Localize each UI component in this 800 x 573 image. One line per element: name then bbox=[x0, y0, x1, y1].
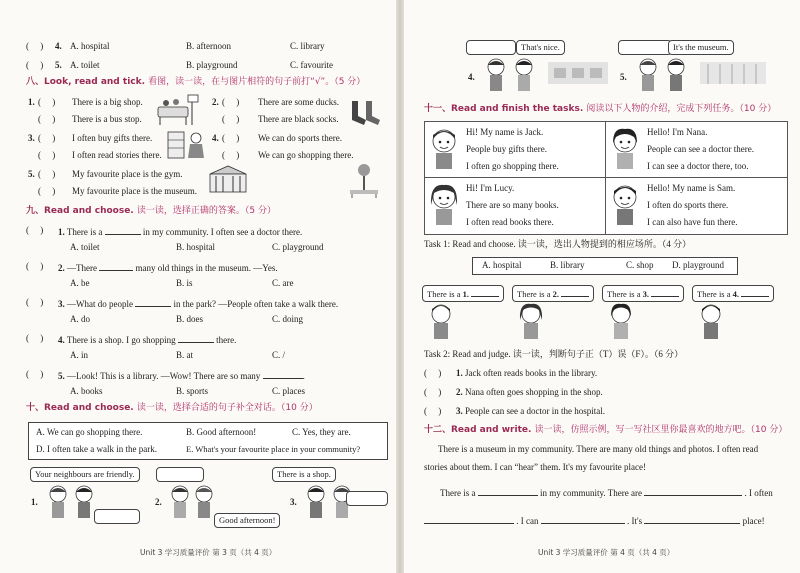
answer-paren[interactable]: ( ) bbox=[26, 225, 44, 235]
option-b: B. afternoon bbox=[186, 41, 231, 51]
sentence-b: There is a bus stop. bbox=[72, 114, 142, 124]
answer-bubble[interactable]: There is a 1. bbox=[422, 285, 504, 302]
judge-statement: 2. Nana often goes shopping in the shop. bbox=[456, 387, 603, 397]
section-11-heading: 十一、Read and finish the tasks. 阅读以下人物的介绍，完成下列任务。（10 分） bbox=[424, 104, 777, 114]
speech-bubble: Your neighbours are friendly. bbox=[30, 467, 140, 482]
intro-line: I often do sports there. bbox=[647, 200, 729, 210]
writing-line: There is a in my community. There are . I often bbox=[440, 488, 773, 498]
blank[interactable] bbox=[105, 225, 141, 235]
sentence-b: I often read stories there. bbox=[72, 150, 162, 160]
question-number: 5. bbox=[55, 60, 62, 70]
section-12-heading: 十二、Read and write. 读一读，仿照示例，写一写社区里你最喜欢的地方吧。（10 分） bbox=[424, 425, 788, 435]
option-a: A. hospital bbox=[70, 41, 110, 51]
page-gutter bbox=[396, 0, 404, 573]
answer-bubble[interactable]: There is a 3. bbox=[602, 285, 684, 302]
speech-bubble: There is a shop. bbox=[272, 467, 336, 482]
option-b: B. playground bbox=[186, 60, 238, 70]
writing-blank[interactable] bbox=[424, 514, 514, 524]
item-number: 2. bbox=[212, 97, 219, 107]
sentence-a: I often buy gifts there. bbox=[72, 133, 153, 143]
blank-speech-bubble[interactable] bbox=[618, 40, 672, 55]
blank[interactable] bbox=[263, 369, 303, 379]
intro-line: People can see a doctor there. bbox=[647, 144, 754, 154]
blank[interactable] bbox=[178, 333, 214, 343]
sentence-b: There are black socks. bbox=[258, 114, 339, 124]
sam-avatar bbox=[696, 302, 726, 342]
tick-paren[interactable]: ( ) bbox=[38, 114, 56, 124]
place-option: C. shop bbox=[626, 260, 654, 270]
item-number: 3. bbox=[28, 133, 35, 143]
lucy-avatar bbox=[516, 302, 546, 342]
blank-speech-bubble[interactable] bbox=[466, 40, 516, 55]
answer-paren[interactable]: ( ) bbox=[26, 261, 44, 271]
section-8-heading: 八、Look, read and tick. 看图，读一读，在与图片相符的句子前打“√”。（5 分） bbox=[26, 77, 366, 87]
place-option: A. hospital bbox=[482, 260, 522, 270]
question-text: 5. —Look! This is a library. —Wow! There are so many . bbox=[58, 371, 305, 381]
tick-paren[interactable]: ( ) bbox=[38, 97, 56, 107]
writing-blank[interactable] bbox=[478, 486, 538, 496]
section-9-heading: 九、Read and choose. 读一读，选择正确的答案。（5 分） bbox=[26, 206, 276, 216]
option-c: C. / bbox=[272, 350, 286, 360]
box-option: B. Good afternoon! bbox=[186, 427, 257, 437]
answer-paren[interactable]: ( ) bbox=[26, 369, 44, 379]
place-option: D. playground bbox=[672, 260, 724, 270]
question-number: 4. bbox=[55, 41, 62, 51]
judge-paren[interactable]: ( ) bbox=[424, 387, 442, 397]
judge-statement: 1. Jack often reads books in the library. bbox=[456, 368, 598, 378]
option-a: A. toilet bbox=[70, 242, 100, 252]
judge-paren[interactable]: ( ) bbox=[424, 368, 442, 378]
option-b: B. hospital bbox=[176, 242, 216, 252]
section-10-heading: 十、Read and choose. 读一读，选择合适的句子补全对话。（10 分） bbox=[26, 403, 318, 413]
museum-building-illustration bbox=[206, 164, 250, 196]
intro-line: I often read books there. bbox=[466, 217, 554, 227]
dialogue-number: 5. bbox=[620, 72, 627, 82]
sentence-a: There are some ducks. bbox=[258, 97, 339, 107]
writing-line: . I can . It's place! bbox=[424, 514, 765, 527]
blank[interactable] bbox=[99, 261, 133, 271]
item-number: 4. bbox=[212, 133, 219, 143]
answer-bubble[interactable]: There is a 2. bbox=[512, 285, 594, 302]
intro-line: Hi! My name is Jack. bbox=[466, 127, 544, 137]
sentence-b: My favourite place is the museum. bbox=[72, 186, 197, 196]
tick-paren[interactable]: ( ) bbox=[222, 114, 240, 124]
sentence-a: There is a big shop. bbox=[72, 97, 143, 107]
option-b: B. sports bbox=[176, 386, 209, 396]
option-a: A. in bbox=[70, 350, 88, 360]
option-c: C. doing bbox=[272, 314, 304, 324]
item-number: 5. bbox=[28, 169, 35, 179]
socks-illustration bbox=[346, 98, 382, 128]
two-children-illustration bbox=[634, 58, 694, 94]
question-text: 3. —What do people in the park? —People often take a walk there. bbox=[58, 299, 339, 309]
intro-line: Hello! My name is Sam. bbox=[647, 183, 736, 193]
speech-bubble: Good afternoon! bbox=[214, 513, 280, 528]
tick-paren[interactable]: ( ) bbox=[222, 150, 240, 160]
page-footer: Unit 3 学习质量评价 第 3 页（共 4 页） bbox=[140, 548, 277, 557]
intro-line: I can also have fun there. bbox=[647, 217, 738, 227]
writing-blank[interactable] bbox=[644, 514, 740, 524]
option-a: A. toilet bbox=[70, 60, 100, 70]
speech-bubble: That's nice. bbox=[516, 40, 565, 55]
intro-line: There are so many books. bbox=[466, 200, 559, 210]
place-option: B. library bbox=[550, 260, 585, 270]
blank-speech-bubble[interactable] bbox=[156, 467, 204, 482]
table-divider bbox=[424, 177, 787, 178]
museum-building-illustration bbox=[698, 56, 768, 86]
answer-bubble[interactable]: There is a 4. bbox=[692, 285, 774, 302]
option-a: A. do bbox=[70, 314, 90, 324]
box-option: A. We can go shopping there. bbox=[36, 427, 143, 437]
tick-paren[interactable]: ( ) bbox=[222, 133, 240, 143]
option-c: C. library bbox=[290, 41, 325, 51]
two-children-illustration bbox=[482, 58, 542, 94]
sentence-a: We can do sports there. bbox=[258, 133, 342, 143]
intro-line: Hi! I'm Lucy. bbox=[466, 183, 515, 193]
option-c: C. playground bbox=[272, 242, 324, 252]
lucy-avatar bbox=[428, 183, 460, 227]
intro-line: I can see a doctor there, too. bbox=[647, 161, 749, 171]
writing-blank[interactable] bbox=[644, 486, 742, 496]
option-a: A. books bbox=[70, 386, 103, 396]
nana-avatar bbox=[606, 302, 636, 342]
dialogue-number: 1. bbox=[31, 497, 38, 507]
intro-line: Hello! I'm Nana. bbox=[647, 127, 708, 137]
task-1-instructions: Task 1: Read and choose. 读一读，选出人物提到的相应场所。（4 分） bbox=[424, 239, 692, 249]
left-page bbox=[0, 0, 396, 573]
blank-speech-bubble[interactable] bbox=[346, 491, 388, 506]
answer-paren[interactable]: ( ) bbox=[26, 297, 44, 307]
jack-avatar bbox=[428, 127, 460, 171]
task-2-instructions: Task 2: Read and judge. 读一读，判断句子正（T）误（F）。（6 分） bbox=[424, 349, 684, 359]
judge-paren[interactable]: ( ) bbox=[424, 406, 442, 416]
tick-paren[interactable]: ( ) bbox=[38, 169, 56, 179]
option-c: C. are bbox=[272, 278, 294, 288]
blank-speech-bubble[interactable] bbox=[94, 509, 140, 524]
option-a: A. be bbox=[70, 278, 90, 288]
intro-line: People buy gifts there. bbox=[466, 144, 547, 154]
sentence-b: We can go shopping there. bbox=[258, 150, 354, 160]
box-option: C. Yes, they are. bbox=[292, 427, 351, 437]
option-b: B. at bbox=[176, 350, 193, 360]
tick-paren[interactable]: ( ) bbox=[38, 133, 56, 143]
answer-paren[interactable]: ( ) bbox=[26, 41, 44, 51]
dialogue-number: 2. bbox=[155, 497, 162, 507]
dialogue-number: 3. bbox=[290, 497, 297, 507]
option-b: B. does bbox=[176, 314, 203, 324]
example-paragraph-line: There is a museum in my community. There are many old things and photos. I often read bbox=[438, 444, 759, 454]
jack-avatar bbox=[426, 302, 456, 342]
page-footer: Unit 3 学习质量评价 第 4 页（共 4 页） bbox=[538, 548, 675, 557]
question-text: 2. —There many old things in the museum. —Yes. bbox=[58, 263, 278, 273]
dialogue-number: 4. bbox=[468, 72, 475, 82]
option-c: C. places bbox=[272, 386, 305, 396]
right-page bbox=[404, 0, 800, 573]
nana-avatar bbox=[609, 127, 641, 171]
bus-stop-illustration bbox=[150, 93, 200, 127]
answer-paren[interactable]: ( ) bbox=[26, 333, 44, 343]
item-number: 1. bbox=[28, 97, 35, 107]
answer-paren[interactable]: ( ) bbox=[26, 60, 44, 70]
sam-avatar bbox=[609, 183, 641, 227]
blank[interactable] bbox=[135, 297, 171, 307]
option-c: C. favourite bbox=[290, 60, 333, 70]
tick-paren[interactable]: ( ) bbox=[222, 97, 240, 107]
example-paragraph-line: stories about them. I can “hear” them. It's my favourite place! bbox=[424, 462, 647, 472]
question-text: 4. There is a shop. I go shopping there. bbox=[58, 335, 237, 345]
shop-building-illustration bbox=[546, 56, 610, 86]
question-text: 1. There is a in my community. I often see a doctor there. bbox=[58, 227, 303, 237]
park-walk-illustration bbox=[346, 162, 382, 200]
tick-paren[interactable]: ( ) bbox=[38, 186, 56, 196]
box-option: E. What's your favourite place in your community? bbox=[186, 444, 361, 454]
sentence-a: My favourite place is the gym. bbox=[72, 169, 183, 179]
intro-line: I often go shopping there. bbox=[466, 161, 559, 171]
speech-bubble: It's the museum. bbox=[668, 40, 734, 55]
option-b: B. is bbox=[176, 278, 193, 288]
library-reading-illustration bbox=[166, 128, 210, 162]
writing-blank[interactable] bbox=[541, 514, 625, 524]
judge-statement: 3. People can see a doctor in the hospital. bbox=[456, 406, 605, 416]
box-option: D. I often take a walk in the park. bbox=[36, 444, 157, 454]
tick-paren[interactable]: ( ) bbox=[38, 150, 56, 160]
two-children-illustration bbox=[168, 484, 218, 524]
